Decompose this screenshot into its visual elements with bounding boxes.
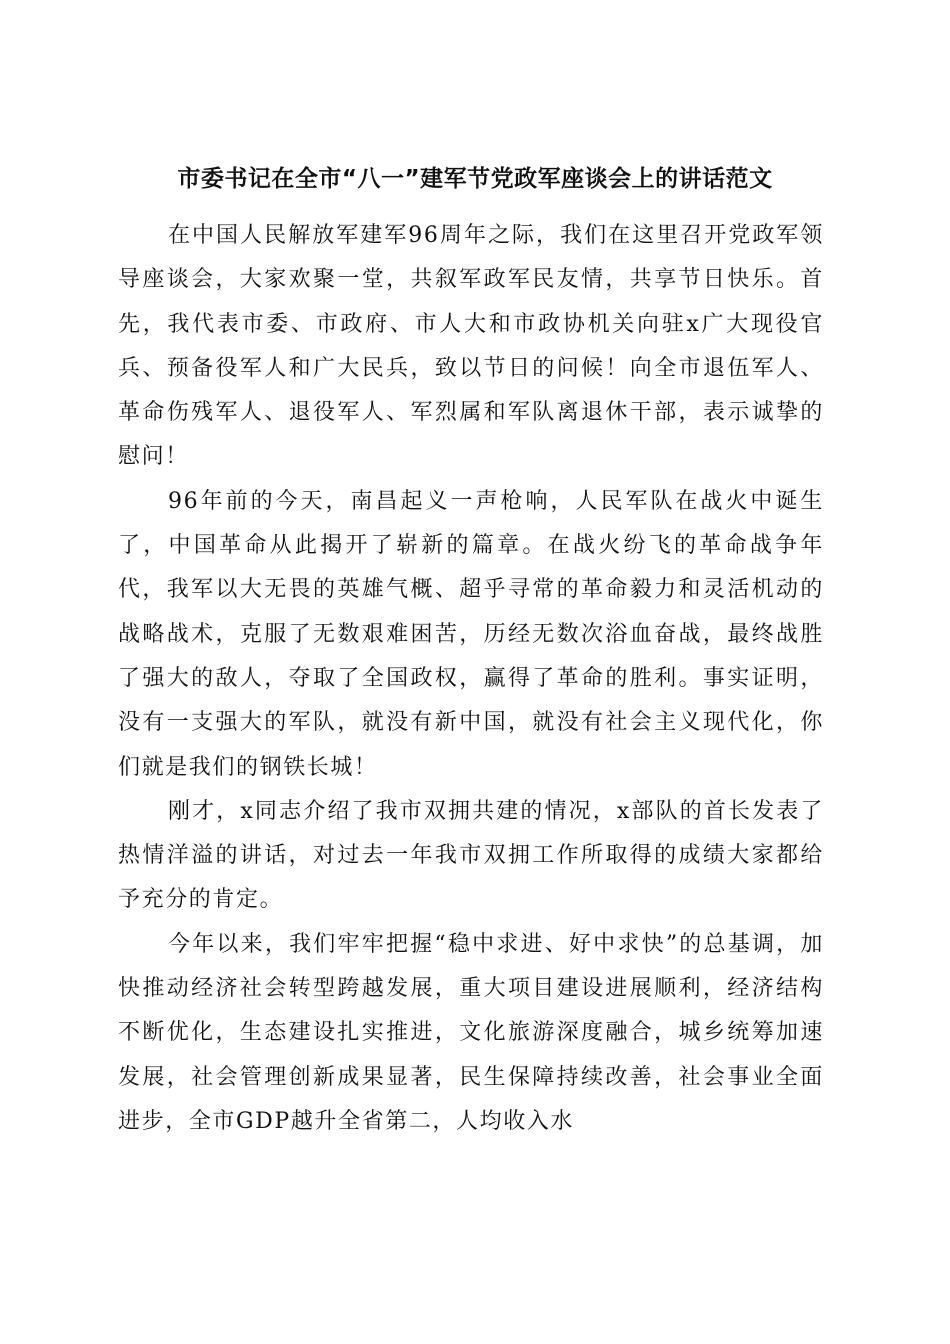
paragraph-2: 96年前的今天，南昌起义一声枪响，人民军队在战火中诞生了，中国革命从此揭开了崭新的篇章。在战火纷飞的革命战争年代，我军以大无畏的英雄气概、超乎寻常的革命毅力和灵活机动的战略战术，克服了无数艰难困苦，历经无数次浴血奋战，最终战胜了强大的敌人，夺取了全国政权，赢得了革命的胜利。事实证明，没有一支强大的军队，就没有新中国，就没有社会主义现代化，你们就是我们的钢铁长城！	[118, 488, 824, 780]
paragraph-3: 刚才，x同志介绍了我市双拥共建的情况，x部队的首长发表了热情洋溢的讲话，对过去一年我市双拥工作所取得的成绩大家都给予充分的肯定。	[118, 798, 824, 913]
document-body	[118, 214, 824, 1144]
document-title: 市委书记在全市“八一”建军节党政军座谈会上的讲话范文	[177, 166, 773, 192]
paragraph-1: 在中国人民解放军建军96周年之际，我们在这里召开党政军领导座谈会，大家欢聚一堂，共叙军政军民友情，共享节日快乐。首先，我代表市委、市政府、市人大和市政协机关向驻x广大现役官兵、预备役军人和广大民兵，致以节日的问候！向全市退伍军人、革命伤残军人、退役军人、军烈属和军队离退休干部，表示诚挚的慰问！	[118, 223, 824, 470]
paragraph-4: 今年以来，我们牢牢把握“稳中求进、好中求快”的总基调，加快推动经济社会转型跨越发展，重大项目建设进展顺利，经济结构不断优化，生态建设扎实推进，文化旅游深度融合，城乡统筹加速发展，社会管理创新成果显著，民生保障持续改善，社会事业全面进步，全市GDP越升全省第二，人均收入水	[118, 931, 824, 1134]
